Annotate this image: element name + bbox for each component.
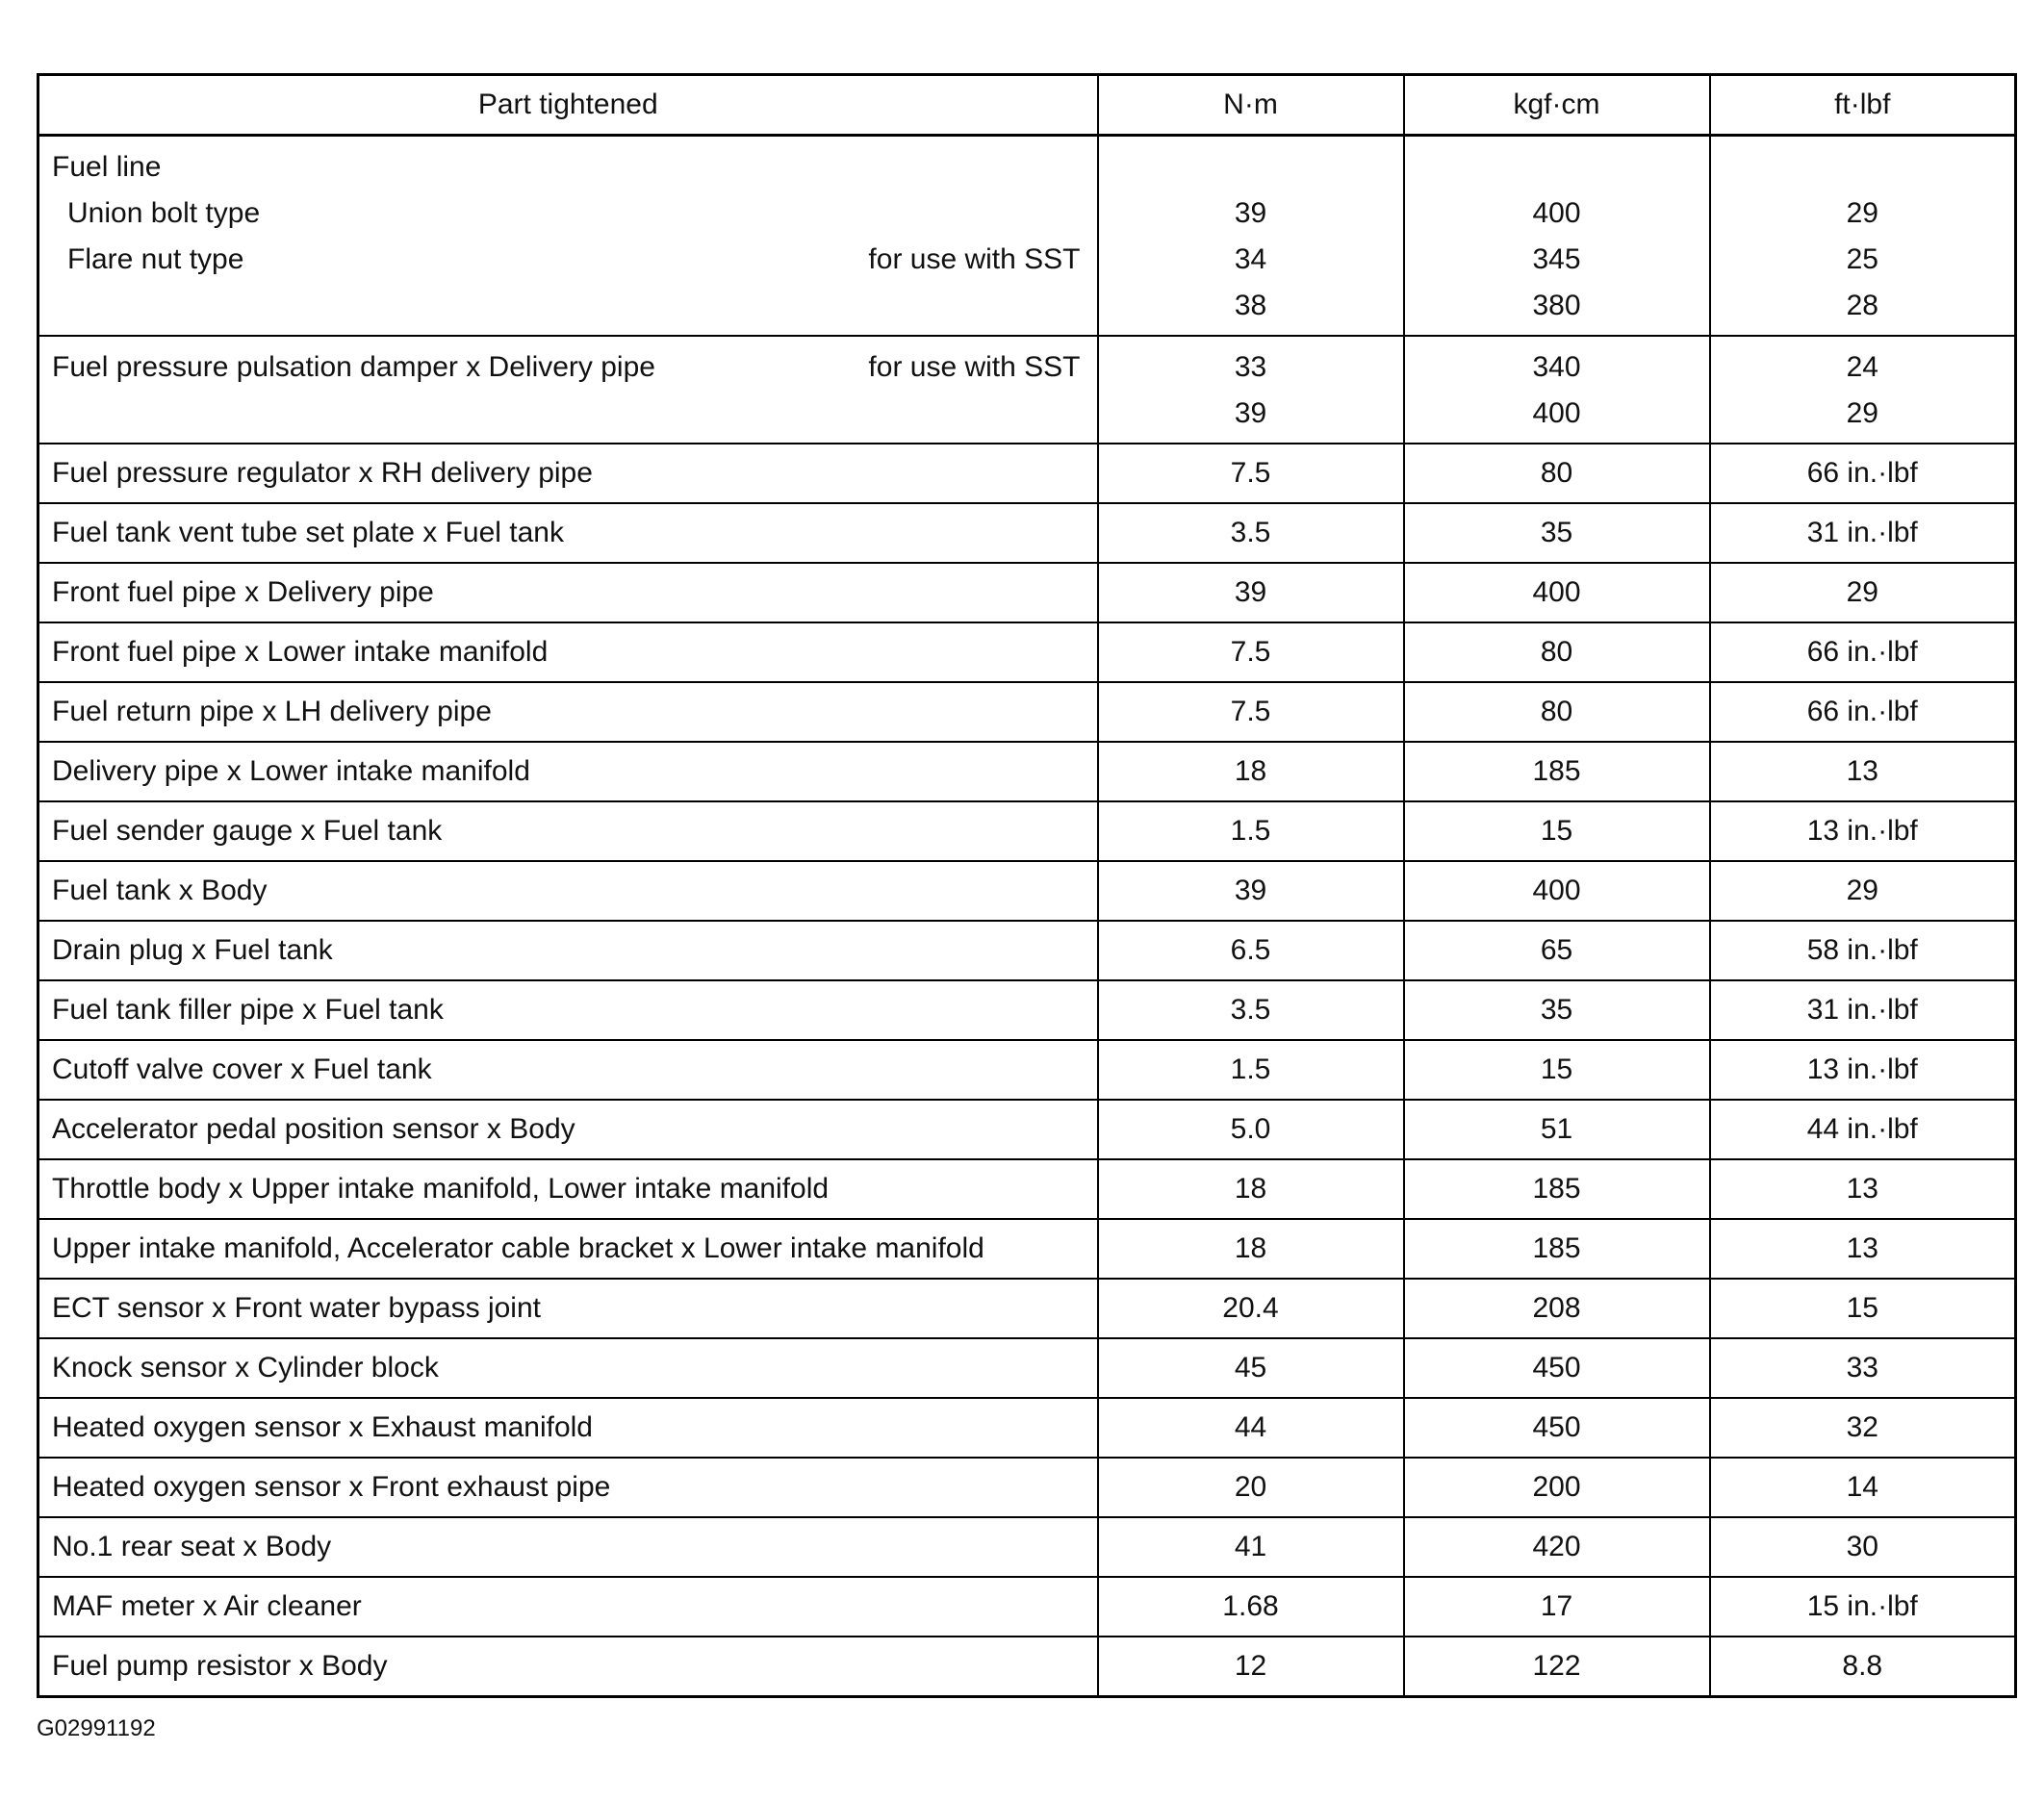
table-row <box>38 980 2016 1040</box>
table-row <box>38 1398 2016 1458</box>
part-cell: Drain plug x Fuel tank <box>38 921 1098 980</box>
kgf-cm-cell: 208 <box>1404 1279 1710 1338</box>
damper-spacer <box>52 391 1097 437</box>
ft-lbf-cell: 13 <box>1710 742 2016 801</box>
ft-lbf-cell: 66 in.·lbf <box>1710 444 2016 503</box>
ft-lbf-cell: 15 <box>1710 1279 2016 1338</box>
ft-lbf-cell: 32 <box>1710 1398 2016 1458</box>
table-row <box>38 1159 2016 1219</box>
table-row <box>38 1517 2016 1577</box>
part-cell: Heated oxygen sensor x Exhaust manifold <box>38 1398 1098 1458</box>
nm-cell: 7.5 <box>1098 682 1404 742</box>
kgf-cm-cell: 185 <box>1404 1159 1710 1219</box>
part-cell: No.1 rear seat x Body <box>38 1517 1098 1577</box>
damper-ftlbf-value: 24 <box>1846 351 1878 383</box>
kgf-cm-cell: 35 <box>1404 503 1710 563</box>
nm-cell: 20 <box>1098 1458 1404 1517</box>
nm-cell: 39 <box>1098 563 1404 622</box>
fuel-line-spacer <box>52 283 1097 329</box>
flare-nut-note: for use with SST <box>868 243 1081 275</box>
kgf-cm-cell: 400 <box>1404 563 1710 622</box>
table-row <box>38 1100 2016 1159</box>
nm-cell: 18 <box>1098 1219 1404 1279</box>
kgf-cm-cell: 450 <box>1404 1338 1710 1398</box>
damper-kgfcm-value: 400 <box>1532 397 1581 429</box>
damper-kgfcm-cell <box>1404 336 1710 444</box>
damper-line <box>52 344 1097 391</box>
kgf-cm-cell: 200 <box>1404 1458 1710 1517</box>
ft-lbf-cell: 44 in.·lbf <box>1710 1100 2016 1159</box>
nm-cell: 41 <box>1098 1517 1404 1577</box>
part-cell: Fuel return pipe x LH delivery pipe <box>38 682 1098 742</box>
nm-cell: 3.5 <box>1098 503 1404 563</box>
table-row <box>38 444 2016 503</box>
flare-nut-label: Flare nut type <box>67 243 244 275</box>
table-row <box>38 742 2016 801</box>
fuel-line-kgfcm-blank <box>1405 144 1709 190</box>
damper-kgfcm-value: 340 <box>1532 351 1581 383</box>
kgf-cm-cell: 420 <box>1404 1517 1710 1577</box>
nm-cell: 20.4 <box>1098 1279 1404 1338</box>
kgf-cm-cell: 80 <box>1404 622 1710 682</box>
damper-nm-value: 33 <box>1234 351 1267 383</box>
kgf-cm-cell: 65 <box>1404 921 1710 980</box>
kgf-cm-cell: 80 <box>1404 682 1710 742</box>
ft-lbf-cell: 31 in.·lbf <box>1710 503 2016 563</box>
damper-nm-value: 39 <box>1234 397 1267 429</box>
part-cell: Cutoff valve cover x Fuel tank <box>38 1040 1098 1100</box>
part-cell: Upper intake manifold, Accelerator cable bracket x Lower intake manifold <box>38 1219 1098 1279</box>
fuel-line-nm-cell <box>1098 136 1404 337</box>
damper-nm-cell <box>1098 336 1404 444</box>
damper-label: Fuel pressure pulsation damper x Delivery pipe <box>52 351 655 383</box>
fuel-line-kgfcm-value: 345 <box>1532 243 1581 275</box>
nm-cell: 7.5 <box>1098 622 1404 682</box>
part-cell: Knock sensor x Cylinder block <box>38 1338 1098 1398</box>
part-cell: Fuel tank x Body <box>38 861 1098 921</box>
fuel-line-ftlbf-blank <box>1711 144 2015 190</box>
nm-cell: 18 <box>1098 1159 1404 1219</box>
nm-cell: 44 <box>1098 1398 1404 1458</box>
kgf-cm-cell: 15 <box>1404 1040 1710 1100</box>
fuel-line-ftlbf-cell <box>1710 136 2016 337</box>
damper-part-cell <box>38 336 1098 444</box>
part-cell: Throttle body x Upper intake manifold, Lower intake manifold <box>38 1159 1098 1219</box>
ft-lbf-cell: 13 <box>1710 1159 2016 1219</box>
part-cell: Accelerator pedal position sensor x Body <box>38 1100 1098 1159</box>
fuel-line-kgfcm-value: 380 <box>1532 290 1581 321</box>
nm-cell: 45 <box>1098 1338 1404 1398</box>
table-row <box>38 1040 2016 1100</box>
nm-cell: 3.5 <box>1098 980 1404 1040</box>
table-row <box>38 1458 2016 1517</box>
kgf-cm-cell: 15 <box>1404 801 1710 861</box>
fuel-line-nm-value: 39 <box>1234 197 1267 229</box>
damper-ftlbf-cell <box>1710 336 2016 444</box>
fuel-line-title: Fuel line <box>52 151 162 183</box>
header-row <box>38 75 2016 136</box>
fuel-line-nm-value: 38 <box>1234 290 1267 321</box>
ft-lbf-cell: 33 <box>1710 1338 2016 1398</box>
table-row <box>38 1637 2016 1697</box>
kgf-cm-cell: 400 <box>1404 861 1710 921</box>
ft-lbf-cell: 15 in.·lbf <box>1710 1577 2016 1637</box>
kgf-cm-cell: 80 <box>1404 444 1710 503</box>
table-row <box>38 622 2016 682</box>
ft-lbf-cell: 66 in.·lbf <box>1710 622 2016 682</box>
part-cell: ECT sensor x Front water bypass joint <box>38 1279 1098 1338</box>
ft-lbf-cell: 14 <box>1710 1458 2016 1517</box>
ft-lbf-cell: 31 in.·lbf <box>1710 980 2016 1040</box>
table-row <box>38 563 2016 622</box>
ft-lbf-cell: 8.8 <box>1710 1637 2016 1697</box>
table-row <box>38 1577 2016 1637</box>
figure-id: G02991192 <box>37 1715 156 1741</box>
part-cell: Fuel tank vent tube set plate x Fuel tank <box>38 503 1098 563</box>
ft-lbf-cell: 13 in.·lbf <box>1710 801 2016 861</box>
kgf-cm-cell: 185 <box>1404 742 1710 801</box>
table-row <box>38 503 2016 563</box>
fuel-line-ftlbf-value: 29 <box>1846 197 1878 229</box>
nm-cell: 1.68 <box>1098 1577 1404 1637</box>
part-cell: Fuel pump resistor x Body <box>38 1637 1098 1697</box>
table-row <box>38 861 2016 921</box>
damper-note: for use with SST <box>868 351 1081 383</box>
nm-cell: 18 <box>1098 742 1404 801</box>
fuel-line-nm-blank <box>1099 144 1403 190</box>
part-cell: Delivery pipe x Lower intake manifold <box>38 742 1098 801</box>
fuel-line-nm-value: 34 <box>1234 243 1267 275</box>
part-cell: MAF meter x Air cleaner <box>38 1577 1098 1637</box>
header-nm: N·m <box>1098 75 1404 136</box>
ft-lbf-cell: 30 <box>1710 1517 2016 1577</box>
nm-cell: 12 <box>1098 1637 1404 1697</box>
nm-cell: 39 <box>1098 861 1404 921</box>
part-cell: Fuel pressure regulator x RH delivery pipe <box>38 444 1098 503</box>
table-row <box>38 1219 2016 1279</box>
fuel-line-group-row <box>38 136 2016 337</box>
part-cell: Fuel sender gauge x Fuel tank <box>38 801 1098 861</box>
header-part-tightened: Part tightened <box>38 75 1098 136</box>
kgf-cm-cell: 17 <box>1404 1577 1710 1637</box>
damper-ftlbf-value: 29 <box>1846 397 1878 429</box>
header-ft-lbf: ft·lbf <box>1710 75 2016 136</box>
part-cell: Front fuel pipe x Delivery pipe <box>38 563 1098 622</box>
ft-lbf-cell: 58 in.·lbf <box>1710 921 2016 980</box>
ft-lbf-cell: 29 <box>1710 563 2016 622</box>
nm-cell: 1.5 <box>1098 801 1404 861</box>
kgf-cm-cell: 35 <box>1404 980 1710 1040</box>
nm-cell: 5.0 <box>1098 1100 1404 1159</box>
kgf-cm-cell: 185 <box>1404 1219 1710 1279</box>
kgf-cm-cell: 122 <box>1404 1637 1710 1697</box>
fuel-line-ftlbf-value: 28 <box>1846 290 1878 321</box>
ft-lbf-cell: 29 <box>1710 861 2016 921</box>
nm-cell: 7.5 <box>1098 444 1404 503</box>
part-cell: Fuel tank filler pipe x Fuel tank <box>38 980 1098 1040</box>
part-cell: Front fuel pipe x Lower intake manifold <box>38 622 1098 682</box>
header-kgf-cm: kgf·cm <box>1404 75 1710 136</box>
ft-lbf-cell: 13 <box>1710 1219 2016 1279</box>
table-row <box>38 1338 2016 1398</box>
union-bolt-label: Union bolt type <box>67 197 261 229</box>
pulsation-damper-group-row <box>38 336 2016 444</box>
flare-nut-line <box>52 237 1097 283</box>
nm-cell: 1.5 <box>1098 1040 1404 1100</box>
ft-lbf-cell: 13 in.·lbf <box>1710 1040 2016 1100</box>
table-row <box>38 921 2016 980</box>
table-row <box>38 682 2016 742</box>
nm-cell: 6.5 <box>1098 921 1404 980</box>
fuel-line-ftlbf-value: 25 <box>1846 243 1878 275</box>
torque-spec-table <box>37 73 2017 1698</box>
table-row <box>38 1279 2016 1338</box>
part-cell: Heated oxygen sensor x Front exhaust pipe <box>38 1458 1098 1517</box>
fuel-line-kgfcm-value: 400 <box>1532 197 1581 229</box>
fuel-line-kgfcm-cell <box>1404 136 1710 337</box>
ft-lbf-cell: 66 in.·lbf <box>1710 682 2016 742</box>
kgf-cm-cell: 51 <box>1404 1100 1710 1159</box>
table-row <box>38 801 2016 861</box>
fuel-line-part-cell <box>38 136 1098 337</box>
kgf-cm-cell: 450 <box>1404 1398 1710 1458</box>
